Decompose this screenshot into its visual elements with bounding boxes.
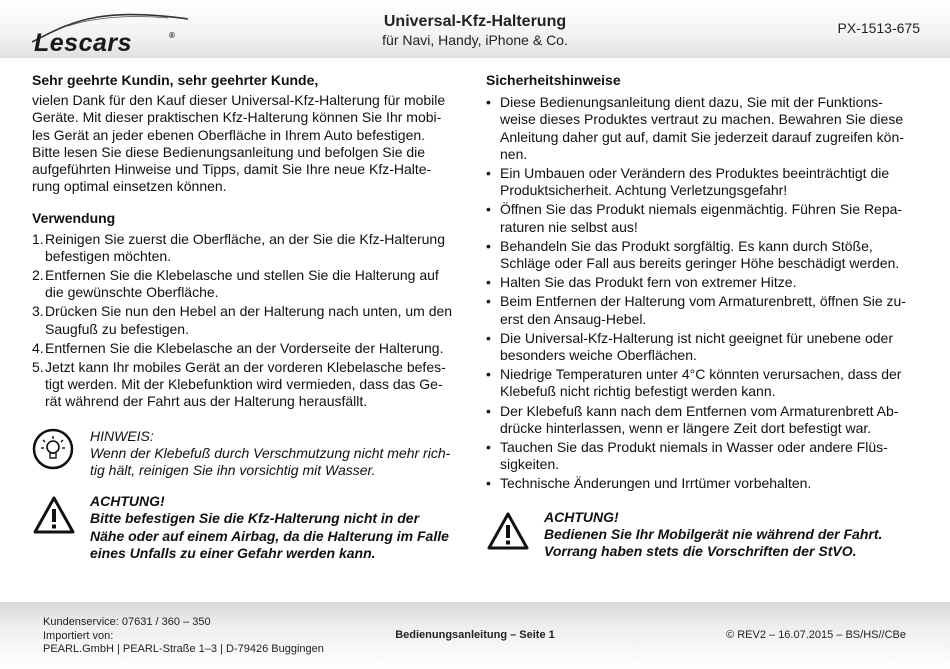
intro-line: aufgeführten Hinweise und Tipps, damit Sie Ihre neue Kfz-Halte- <box>32 161 432 178</box>
bullet-icon: • <box>486 475 491 492</box>
greeting-heading: Sehr geehrte Kundin, sehr geehrter Kunde, <box>32 72 319 88</box>
step-line: Entfernen Sie die Klebelasche an der Vorderseite der Halterung. <box>45 339 444 356</box>
bullet-line: Klebefuß nicht richtig befestigt werden kann. <box>500 383 776 400</box>
hint-box <box>32 428 464 480</box>
bullet-line: drücke hinterlassen, wenn er längere Zeit dort befestigt war. <box>500 419 872 436</box>
warning-title: ACHTUNG! <box>90 493 165 510</box>
step-number: 2. <box>32 267 44 284</box>
bullet-line: Diese Bedienungsanleitung dient dazu, Sie mit der Funktions- <box>500 94 883 111</box>
document-subtitle: für Navi, Handy, iPhone & Co. <box>382 32 568 48</box>
bullet-icon: • <box>486 293 491 310</box>
intro-line: vielen Dank für den Kauf dieser Universal-Kfz-Halterung für mobile <box>32 92 446 109</box>
list-item <box>486 475 918 492</box>
bullet-line: Die Universal-Kfz-Halterung ist nicht geeignet für unebene oder <box>500 329 893 346</box>
bullet-line: Ein Umbauen oder Verändern des Produktes beeinträchtigt die <box>500 165 890 182</box>
step-line: Drücken Sie nun den Hebel an der Halterung nach unten, um den <box>45 303 453 320</box>
safety-heading: Sicherheitshinweise <box>486 72 621 88</box>
list-item <box>32 267 464 301</box>
list-item <box>32 340 464 357</box>
bullet-icon: • <box>486 439 491 456</box>
bullet-icon: • <box>486 165 491 182</box>
step-line: rät während der Fahrt aus der Halterung herausfällt. <box>45 393 368 410</box>
list-item <box>486 238 918 272</box>
bullet-line: weise dieses Produktes vertraut zu machen. Bewahren Sie diese <box>500 111 904 128</box>
revision-info: © REV2 – 16.07.2015 – BS/HS//CBe <box>726 629 906 641</box>
bullet-line: Technische Änderungen und Irrtümer vorbehalten. <box>500 475 812 492</box>
warning-triangle-icon <box>32 495 76 535</box>
step-line: Saugfuß zu befestigen. <box>45 320 189 337</box>
list-item <box>486 274 918 291</box>
safety-list <box>486 94 918 492</box>
bullet-icon: • <box>486 329 491 346</box>
intro-paragraph <box>32 92 464 195</box>
list-item <box>32 359 464 411</box>
bullet-line: raturen nie selbst aus! <box>500 218 638 235</box>
bullet-line: Der Klebefuß kann nach dem Entfernen vom Armaturenbrett Ab- <box>500 402 899 419</box>
bullet-icon: • <box>486 366 491 383</box>
step-number: 1. <box>32 230 44 247</box>
step-number: 4. <box>32 339 44 356</box>
warning-triangle-icon <box>486 511 530 551</box>
list-item <box>486 94 918 163</box>
list-item <box>486 366 918 400</box>
step-line: Entfernen Sie die Klebelasche und stellen Sie die Halterung auf <box>45 267 439 284</box>
step-line: tigt werden. Mit der Klebefunktion wird vermieden, dass das Ge- <box>45 376 443 393</box>
left-column <box>32 72 464 562</box>
bullet-line: Halten Sie das Produkt fern von extremer Hitze. <box>500 274 797 291</box>
company-address: PEARL.GmbH | PEARL-Straße 1–3 | D-79426 Buggingen <box>43 643 324 655</box>
bullet-line: erst den Ansaug-Hebel. <box>500 310 647 327</box>
bullet-line: Schläge oder Fall aus bereits geringer Höhe beschädigt werden. <box>500 255 900 272</box>
bullet-line: Beim Entfernen der Halterung vom Armaturenbrett, öffnen Sie zu- <box>500 293 906 310</box>
list-item <box>486 403 918 437</box>
bullet-icon: • <box>486 274 491 291</box>
bullet-line: besonders weiche Oberflächen. <box>500 347 697 364</box>
registered-mark: ® <box>169 31 175 40</box>
bullet-line: Niedrige Temperaturen unter 4°C könnten verursachen, dass der <box>500 366 902 383</box>
list-item <box>486 201 918 235</box>
bullet-line: Tauchen Sie das Produkt niemals in Wasser oder andere Flüs- <box>500 439 888 456</box>
hint-line: Wenn der Klebefuß durch Verschmutzung nicht mehr rich- <box>90 444 451 461</box>
bullet-line: Produktsicherheit. Achtung Verletzungsgefahr! <box>500 182 788 199</box>
list-item <box>32 303 464 337</box>
intro-line: les Gerät an jeder ebenen Oberfläche in Ihrem Auto befestigen. <box>32 126 426 143</box>
lightbulb-icon <box>32 428 74 470</box>
bullet-line: nen. <box>500 145 528 162</box>
logo-wordmark: Lescars <box>34 29 133 57</box>
warning-box <box>486 509 918 561</box>
bullet-icon: • <box>486 201 491 218</box>
page-header <box>0 0 950 58</box>
warning-line: Bedienen Sie Ihr Mobilgerät nie während der Fahrt. <box>544 525 883 542</box>
hint-title: HINWEIS: <box>90 427 154 444</box>
bullet-icon: • <box>486 94 491 111</box>
product-code: PX-1513-675 <box>837 20 920 36</box>
step-number: 5. <box>32 359 44 376</box>
warning-line: Bitte befestigen Sie die Kfz-Halterung nicht in der <box>90 510 420 527</box>
warning-title: ACHTUNG! <box>544 508 619 525</box>
bullet-line: Behandeln Sie das Produkt sorgfältig. Es kann durch Stöße, <box>500 237 873 254</box>
page-label: Bedienungsanleitung – Seite 1 <box>395 629 555 641</box>
warning-box <box>32 493 464 562</box>
intro-line: Geräte. Mit dieser praktischen Kfz-Halterung können Sie Ihr mobi- <box>32 109 442 126</box>
hint-line: tig hält, reinigen Sie ihn vorsichtig mit Wasser. <box>90 462 376 479</box>
warning-line: eines Unfalls zu einer Gefahr werden kann. <box>90 544 376 561</box>
warning-line: Nähe oder auf einem Airbag, da die Halterung im Falle <box>90 527 449 544</box>
list-item <box>486 165 918 199</box>
intro-line: rung optimal einsetzen können. <box>32 178 227 195</box>
step-line: Jetzt kann Ihr mobiles Gerät an der vorderen Klebelasche befes- <box>45 359 446 376</box>
right-column <box>486 72 918 560</box>
bullet-line: sigkeiten. <box>500 456 560 473</box>
bullet-icon: • <box>486 402 491 419</box>
step-line: befestigen möchten. <box>45 247 172 264</box>
customer-service: Kundenservice: 07631 / 360 – 350 <box>43 616 211 628</box>
intro-line: Bitte lesen Sie diese Bedienungsanleitung und befolgen Sie die <box>32 143 426 160</box>
page-footer <box>0 602 950 669</box>
usage-steps <box>32 231 464 411</box>
warning-line: Vorrang haben stets die Vorschriften der StVO. <box>544 543 857 560</box>
list-item <box>486 330 918 364</box>
list-item <box>32 231 464 265</box>
usage-heading: Verwendung <box>32 210 116 227</box>
imported-by: Importiert von: <box>43 629 114 642</box>
step-line: die gewünschte Oberfläche. <box>45 284 219 301</box>
bullet-line: Öffnen Sie das Produkt niemals eigenmächtig. Führen Sie Repa- <box>500 201 903 218</box>
bullet-icon: • <box>486 237 491 254</box>
list-item <box>486 293 918 327</box>
document-title: Universal-Kfz-Halterung <box>383 13 567 30</box>
list-item <box>486 439 918 473</box>
step-line: Reinigen Sie zuerst die Oberfläche, an der Sie die Kfz-Halterung <box>45 230 445 247</box>
bullet-line: Anleitung daher gut auf, damit Sie jederzeit darauf zugreifen kön- <box>500 128 904 145</box>
step-number: 3. <box>32 303 44 320</box>
